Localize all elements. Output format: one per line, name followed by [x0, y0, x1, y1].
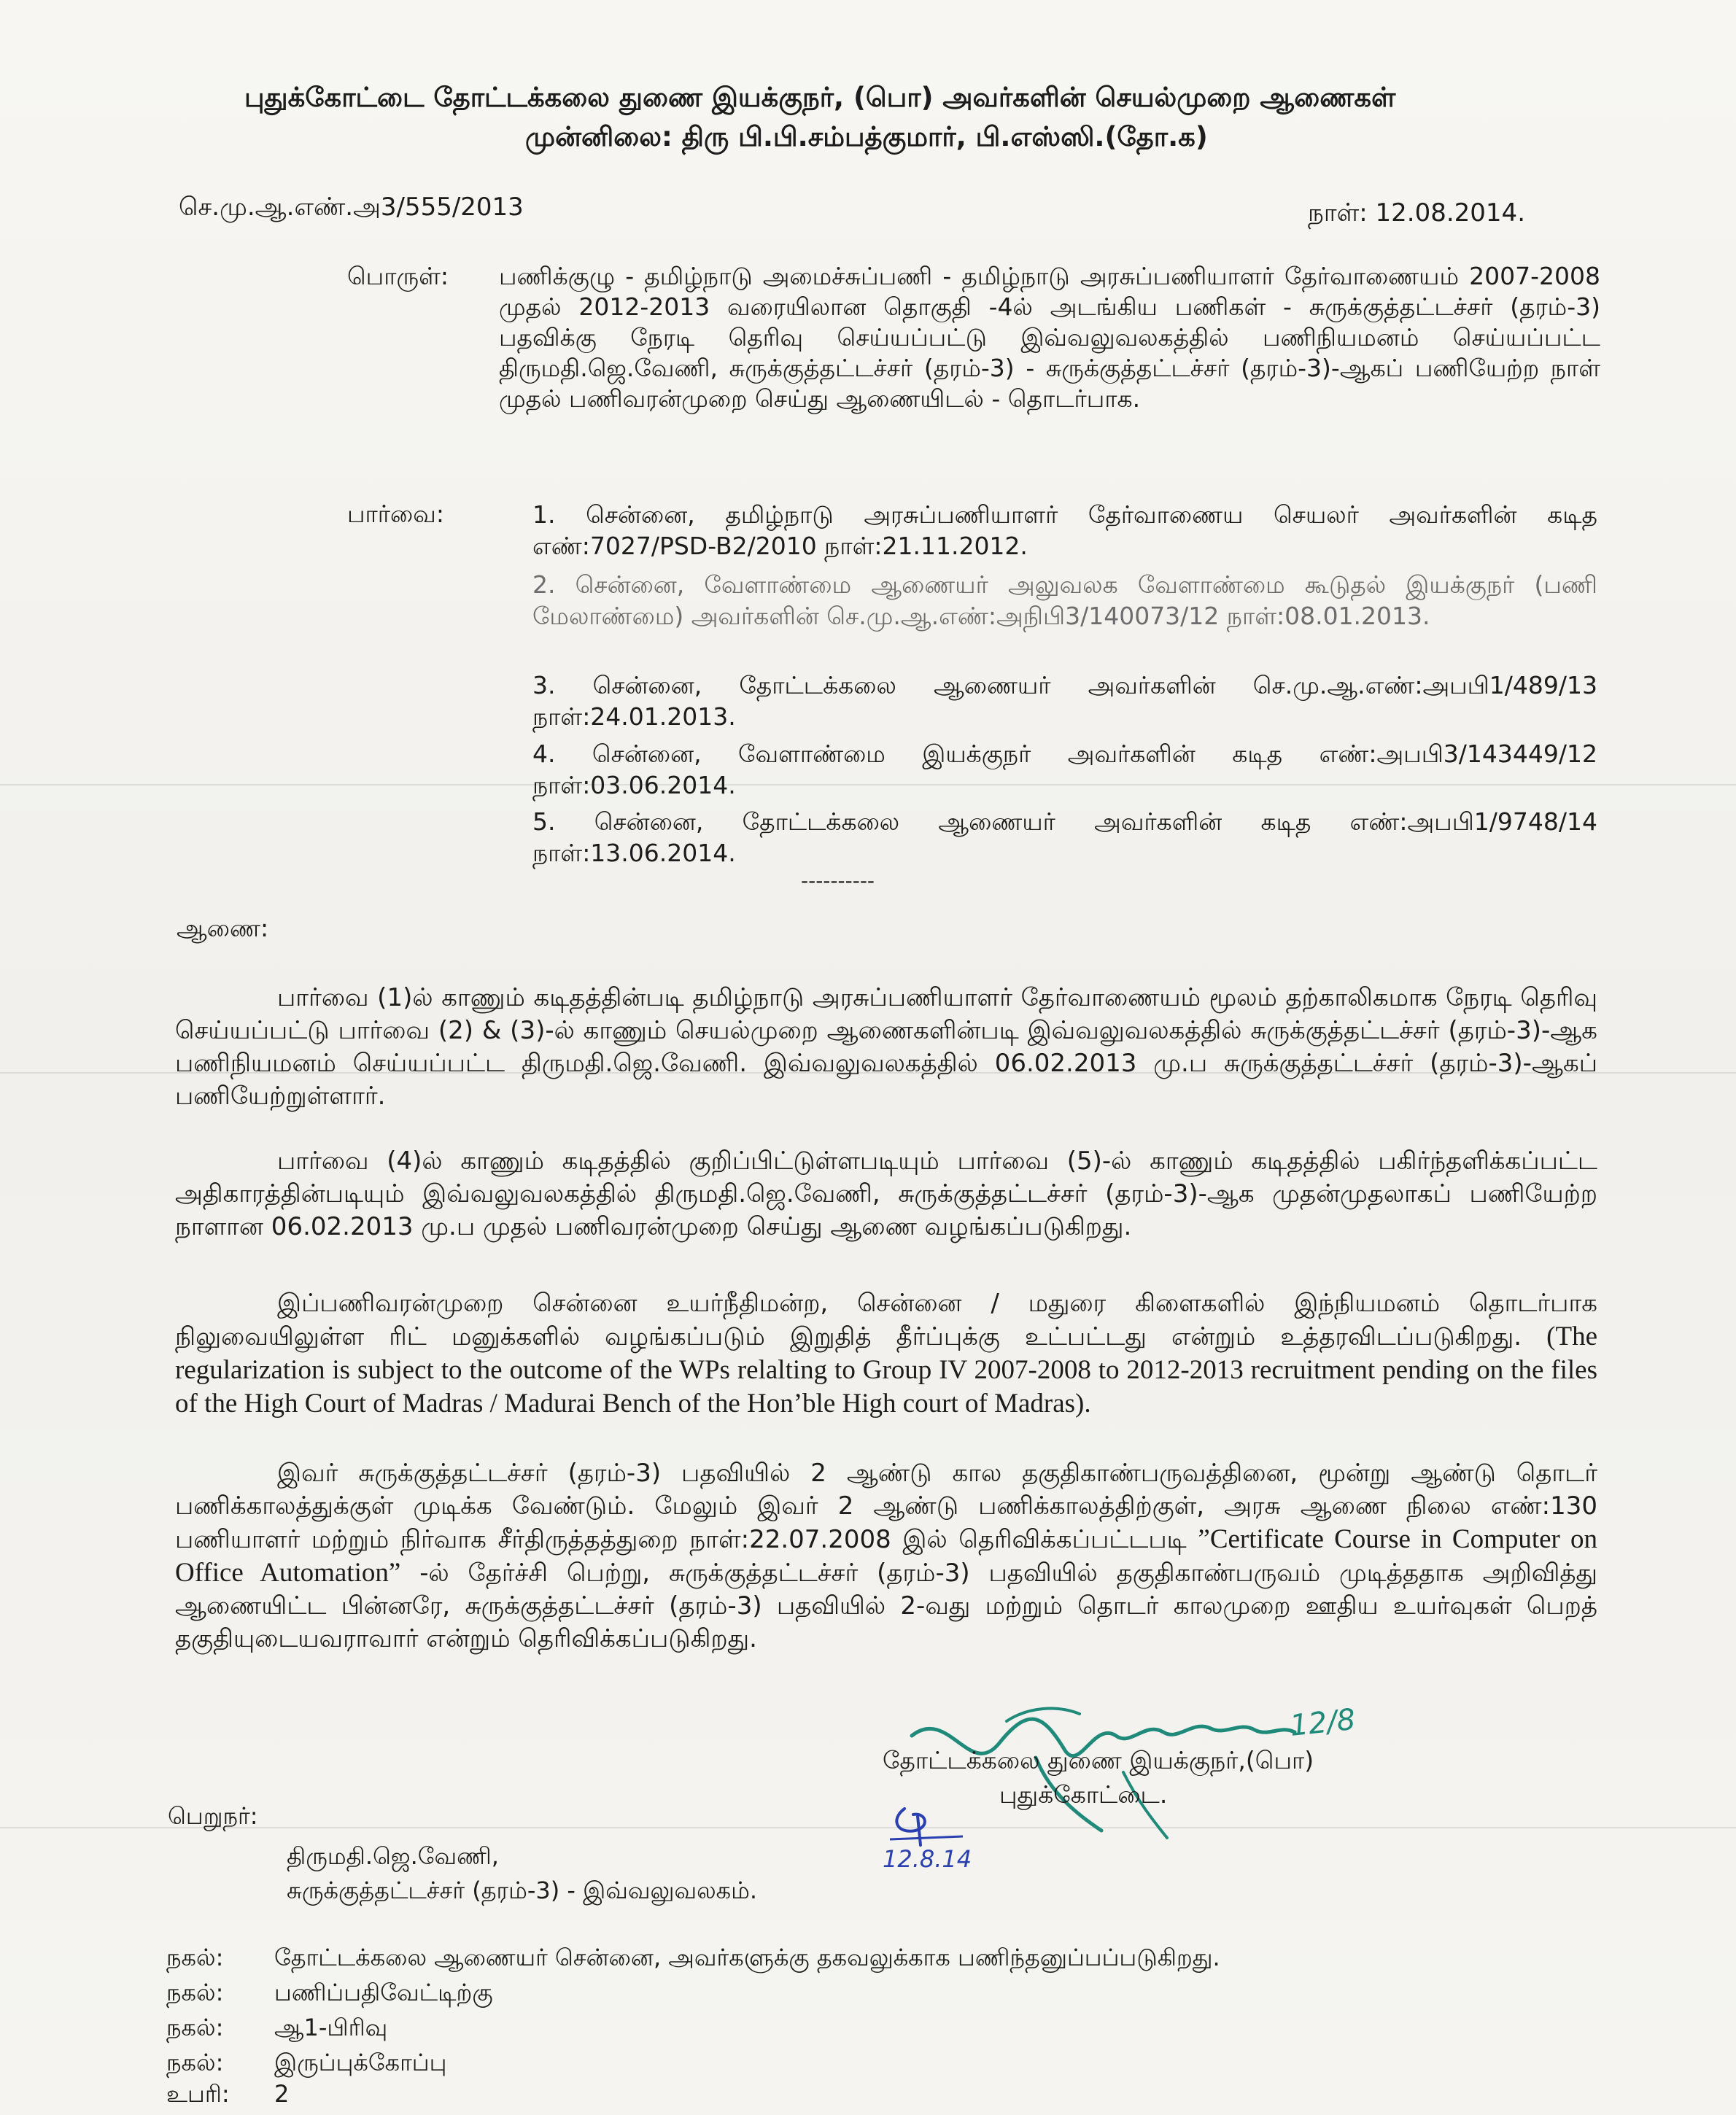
signatory-place: புதுக்கோட்டை. — [999, 1780, 1168, 1809]
reference-item-2: 2. சென்னை, வேளாண்மை ஆணையர் அலுவலக வேளாண்மை கூடுதல் இயக்குநர் (பணி மேலாண்மை) அவர்களின் செ.மு.ஆ.எண்:அநிபி3/140073/12 நாள்:08.01.2013. — [532, 570, 1597, 630]
copy-label: நகல்: — [166, 2014, 224, 2041]
copy-recipient: தோட்டக்கலை ஆணையர் சென்னை, அவர்களுக்கு தகவலுக்காக பணிந்தனுப்பப்படுகிறது. — [274, 1944, 1220, 1971]
copy-label: நகல்: — [166, 1979, 224, 2006]
copy-recipient: பணிப்பதிவேட்டிற்கு — [274, 1979, 493, 2006]
subject-text: பணிக்குழு - தமிழ்நாடு அமைச்சுப்பணி - தமிழ்நாடு அரசுப்பணியாளர் தேர்வாணையம் 2007-2008 முதல் 2012-2013 வரையிலான தொகுதி -4ல் அடங்கிய பணிகள் - சுருக்குத்தட்டச்சர் (தரம்-3) பதவிக்கு நேரடி தெரிவு செய்யப்பட்டு இவ்வலுவலகத்தில் பணிநியமனம் செய்யப்பட்ட திருமதி.ஜெ.வேணி, சுருக்குத்தட்டச்சர் (தரம்-3) - சுருக்குத்தட்டச்சர் (தரம்-3)-ஆகப் பணியேற்ற நாள் முதல் பணிவரன்முறை செய்து ஆணையிடல் - தொடர்பாக. — [499, 262, 1600, 413]
reference-number: செ.மு.ஆ.எண்.அ3/555/2013 — [179, 193, 524, 222]
copy-recipient: இருப்புக்கோப்பு — [274, 2049, 447, 2076]
order-label: ஆணை: — [177, 914, 269, 942]
recipient-label: பெறுநர்: — [168, 1802, 258, 1830]
reference-item-1: 1. சென்னை, தமிழ்நாடு அரசுப்பணியாளர் தேர்வாணைய செயலர் அவர்களின் கடித எண்:7027/PSD-B2/2010 நாள்:21.11.2012. — [532, 500, 1597, 560]
spare-label: உபரி: — [166, 2080, 230, 2108]
recipient-designation: சுருக்குத்தட்டச்சர் (தரம்-3) - இவ்வலுவலகம். — [287, 1877, 758, 1904]
paragraph-3-english: (The regularization is subject to the outcome of the WPs relalting to Group IV 2007-2008 to 2012-2013 recruitment pending on the files of the High Court of Madras / Madurai Bench of the Hon’ble High court of Madras). — [175, 1322, 1598, 1419]
copy-label: நகல்: — [166, 1944, 224, 1971]
order-paragraph-3 — [175, 1287, 1597, 1421]
document-title: புதுக்கோட்டை தோட்டக்கலை துணை இயக்குநர், (பொ) அவர்களின் செயல்முறை ஆணைகள் — [244, 82, 1396, 113]
signature-date: 12/8 — [1288, 1702, 1357, 1743]
paragraph-3-tamil: இப்பணிவரன்முறை சென்னை உயர்நீதிமன்ற, சென்னை / மதுரை கிளைகளில் இந்நியமனம் தொடர்பாக நிலுவையிலுள்ள ரிட் மனுக்களில் வழங்கப்படும் இறுதித் தீர்ப்புக்கு உட்பட்டது என்றும் உத்தரவிடப்படுகிறது. — [175, 1289, 1597, 1351]
reference-item-3: 3. சென்னை, தோட்டக்கலை ஆணையர் அவர்களின் செ.மு.ஆ.எண்:அபபி1/489/13 நாள்:24.01.2013. — [532, 671, 1597, 731]
subject-label: பொருள்: — [347, 262, 449, 290]
signatory-designation: தோட்டக்கலை துணை இயக்குநர்,(பொ) — [883, 1746, 1314, 1774]
reference-item-5: 5. சென்னை, தோட்டக்கலை ஆணையர் அவர்களின் கடித எண்:அபபி1/9748/14 நாள்:13.06.2014. — [532, 807, 1597, 867]
copy-recipient: ஆ1-பிரிவு — [274, 2014, 388, 2041]
initial-stamp — [875, 1794, 1007, 1882]
paragraph-4-part2: -ல் தேர்ச்சி பெற்று, சுருக்குத்தட்டச்சர் (தரம்-3) பதவியில் தகுதிகாண்பருவம் முடித்ததாக அறிவித்து ஆணையிட்ட பின்னரே, சுருக்குத்தட்டச்சர் (தரம்-3) பதவியில் 2-வது மற்றும் தொடர் காலமுறை ஊதிய உயர்வுகள் பெறத் தகுதியுடையவராவார் என்றும் தெரிவிக்கப்படுகிறது. — [175, 1559, 1598, 1653]
section-separator: ---------- — [801, 869, 875, 893]
recipient-name: திருமதி.ஜெ.வேணி, — [287, 1842, 499, 1870]
presiding-officer: முன்னிலை: திரு பி.பி.சம்பத்குமார், பி.எஸ்ஸி.(தோ.க) — [525, 121, 1208, 152]
reference-item-4: 4. சென்னை, வேளாண்மை இயக்குநர் அவர்களின் கடித எண்:அபபி3/143449/12 நாள்:03.06.2014. — [532, 740, 1597, 799]
copy-label: நகல்: — [166, 2049, 224, 2076]
spare-count: 2 — [274, 2080, 290, 2108]
paragraph-4-english: ”Certificate Course in Computer on Office Automation” — [175, 1524, 1597, 1588]
references-label: பார்வை: — [347, 500, 444, 528]
order-paragraph-4 — [175, 1457, 1597, 1656]
order-paragraph-1: பார்வை (1)ல் காணும் கடிதத்தின்படி தமிழ்நாடு அரசுப்பணியாளர் தேர்வாணையம் மூலம் தற்காலிகமாக நேரடி தெரிவு செய்யப்பட்டு பார்வை (2) & (3)-ல் காணும் செயல்முறை ஆணைகளின்படி இவ்வலுவலகத்தில் சுருக்குத்தட்டச்சர் (தரம்-3)-ஆக பணிநியமனம் செய்யப்பட்ட திருமதி.ஜெ.வேணி. இவ்வலுவலகத்தில் 06.02.2013 மு.ப சுருக்குத்தட்டச்சர் (தரம்-3)-ஆகப் பணியேற்றுள்ளார். — [175, 983, 1597, 1111]
paragraph-4-part1: இவர் சுருக்குத்தட்டச்சர் (தரம்-3) பதவியில் 2 ஆண்டு கால தகுதிகாண்பருவத்தினை, மூன்று ஆண்டு தொடர் பணிக்காலத்துக்குள் முடிக்க வேண்டும். மேலும் இவர் 2 ஆண்டு பணிக்காலத்திற்குள், அரசு ஆணை நிலை எண்:130 பணியாளர் மற்றும் நிர்வாக சீர்திருத்தத்துறை நாள்:22.07.2008 இல் தெரிவிக்கப்பட்டபடி — [175, 1459, 1597, 1554]
order-paragraph-2: பார்வை (4)ல் காணும் கடிதத்தில் குறிப்பிட்டுள்ளபடியும் பார்வை (5)-ல் காணும் கடிதத்தில் பகிர்ந்தளிக்கப்பட்ட அதிகாரத்தின்படியும் இவ்வலுவலகத்தில் திருமதி.ஜெ.வேணி, சுருக்குத்தட்டச்சர் (தரம்-3)-ஆக முதன்முதலாகப் பணியேற்ற நாளான 06.02.2013 மு.ப முதல் பணிவரன்முறை செய்து ஆணை வழங்கப்படுகிறது. — [175, 1146, 1597, 1241]
stamp-date: 12.8.14 — [883, 1845, 972, 1873]
order-date: நாள்: 12.08.2014. — [1308, 198, 1525, 228]
